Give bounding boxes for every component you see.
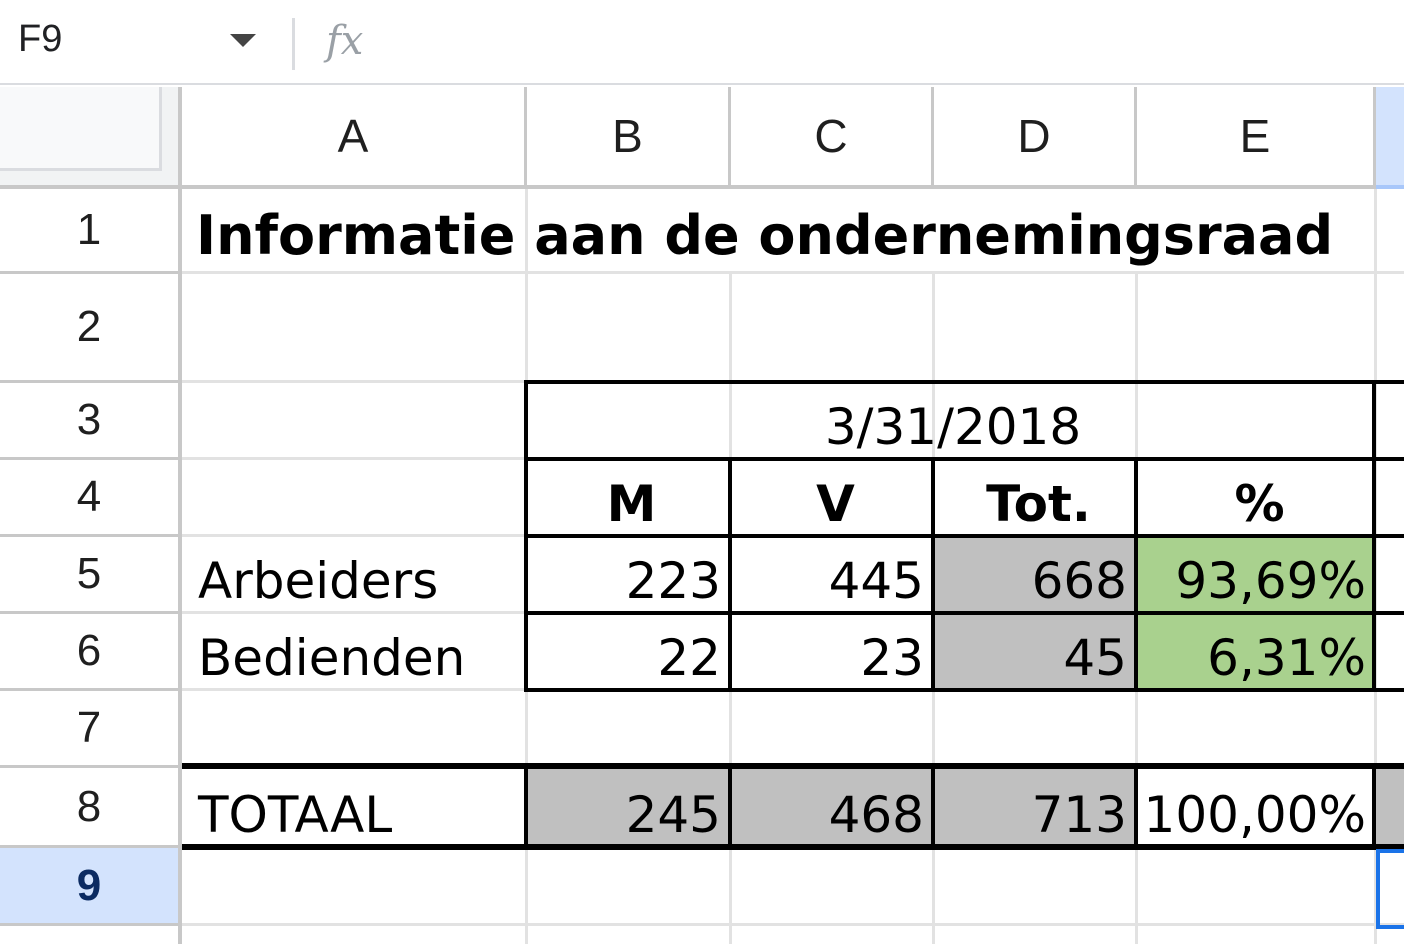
name-box[interactable]: F9: [18, 18, 63, 60]
border-h: [524, 457, 1404, 461]
header-tot-cell[interactable]: Tot.: [986, 475, 1091, 533]
row-label-arbeiders[interactable]: Arbeiders: [198, 552, 439, 610]
row-header-9[interactable]: 9: [0, 848, 182, 926]
border-v: [524, 380, 528, 692]
arbeiders-pct-cell[interactable]: 93,69%: [1175, 552, 1366, 610]
header-m-cell[interactable]: M: [606, 475, 657, 533]
border-v: [728, 459, 732, 692]
border-v: [1372, 380, 1376, 692]
total-fill-f: [1376, 768, 1404, 846]
row-header-7[interactable]: 7: [0, 691, 182, 768]
column-header-d[interactable]: D: [934, 87, 1137, 189]
totaal-tot-cell[interactable]: 713: [1031, 786, 1127, 844]
totaal-m-cell[interactable]: 245: [625, 786, 721, 844]
gridline-h: [182, 271, 1404, 274]
totaal-pct-cell[interactable]: 100,00%: [1143, 786, 1366, 844]
header-v-cell[interactable]: V: [816, 475, 855, 533]
bedienden-pct-cell[interactable]: 6,31%: [1207, 629, 1366, 687]
row-header-1[interactable]: 1: [0, 189, 182, 274]
gridline-h: [182, 923, 1404, 926]
column-header-f[interactable]: [1376, 87, 1404, 189]
selected-cell-f9[interactable]: [1376, 849, 1404, 929]
border-top: [524, 380, 1404, 384]
arbeiders-tot-cell[interactable]: 668: [1031, 552, 1127, 610]
totaal-v-cell[interactable]: 468: [828, 786, 924, 844]
fx-icon: fx: [326, 18, 364, 64]
row-header-6[interactable]: 6: [0, 614, 182, 691]
gridline-h: [182, 457, 526, 460]
column-header-a[interactable]: A: [182, 87, 527, 189]
column-header-c[interactable]: C: [731, 87, 934, 189]
row-header-2[interactable]: 2: [0, 274, 182, 383]
row-label-totaal[interactable]: TOTAAL: [198, 786, 393, 844]
border-v: [524, 766, 528, 846]
border-v: [1134, 766, 1138, 846]
sheet-title[interactable]: Informatie aan de ondernemingsraad: [196, 204, 1334, 267]
bedienden-v-cell[interactable]: 23: [860, 629, 924, 687]
border-v: [931, 459, 935, 692]
row-header-8[interactable]: 8: [0, 768, 182, 848]
formula-bar: [0, 0, 1404, 85]
border-h: [524, 534, 1404, 538]
border-h: [524, 611, 1404, 615]
border-v: [1134, 459, 1138, 692]
arbeiders-v-cell[interactable]: 445: [828, 552, 924, 610]
select-all-corner-inner: [0, 87, 162, 171]
bedienden-tot-cell[interactable]: 45: [1063, 629, 1127, 687]
bedienden-m-cell[interactable]: 22: [657, 629, 721, 687]
border-v: [931, 766, 935, 846]
total-border-top: [182, 763, 1404, 769]
column-header-e[interactable]: E: [1137, 87, 1376, 189]
total-border-bottom: [182, 844, 1404, 850]
border-v: [728, 766, 732, 846]
border-h: [524, 688, 1404, 692]
row-header-5[interactable]: 5: [0, 537, 182, 614]
arbeiders-m-cell[interactable]: 223: [625, 552, 721, 610]
header-pct-cell[interactable]: %: [1234, 475, 1285, 533]
row-header-10[interactable]: [0, 926, 182, 944]
date-header-cell[interactable]: 3/31/2018: [824, 398, 1082, 456]
row-header-3[interactable]: 3: [0, 383, 182, 460]
name-box-dropdown-icon[interactable]: [230, 34, 256, 47]
row-label-bedienden[interactable]: Bedienden: [198, 629, 466, 687]
column-header-b[interactable]: B: [527, 87, 731, 189]
border-v: [1372, 766, 1376, 846]
formula-bar-divider: [292, 18, 295, 70]
row-header-4[interactable]: 4: [0, 460, 182, 537]
